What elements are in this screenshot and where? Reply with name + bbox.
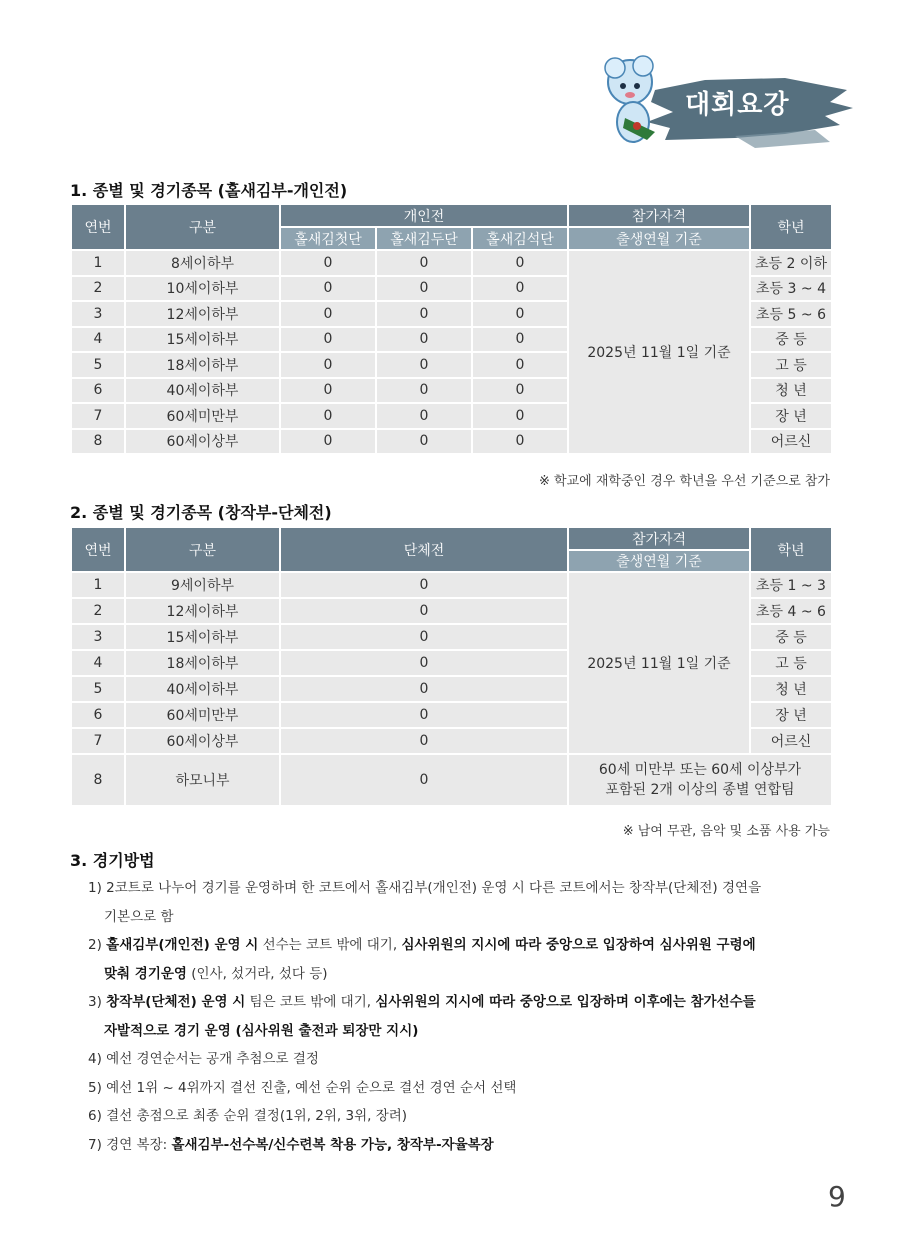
header-grade: 학년: [750, 204, 832, 250]
row-cell: 0: [280, 676, 568, 702]
row-cell: 0: [280, 378, 376, 404]
item-number: 2): [88, 937, 102, 953]
table-row: [71, 250, 832, 276]
row-grade: 초등 1 ~ 3: [750, 572, 832, 598]
header-no: 연번: [71, 204, 125, 250]
item-text: (인사, 섰거라, 섰다 등): [186, 965, 328, 982]
item-bold-text: 자발적으로 경기 운영 (심사위원 출전과 퇴장만 지시): [104, 1022, 419, 1039]
row-cell: 0: [280, 327, 376, 353]
harmony-description: [568, 754, 832, 806]
row-grade: 장 년: [750, 403, 832, 429]
row-cell: 0: [280, 352, 376, 378]
item-bold-text: 홀새김부(개인전) 운영 시: [106, 937, 259, 953]
row-grade: 초등 3 ~ 4: [750, 276, 832, 302]
header-birth-basis: 출생연월 기준: [568, 550, 750, 572]
row-no: 5: [71, 676, 125, 702]
row-cell: 0: [376, 276, 472, 302]
row-cell: 0: [280, 403, 376, 429]
row-grade: 고 등: [750, 352, 832, 378]
row-grade: 청 년: [750, 676, 832, 702]
row-cell: 0: [376, 378, 472, 404]
row-category: 12세이하부: [125, 598, 280, 624]
item-bold-text: 창작부(단체전) 운영 시: [106, 994, 246, 1010]
item-bold-text: 홀새김부-선수복/신수련복 착용 가능, 창작부-자율복장: [171, 1136, 494, 1153]
subheader-first: 홀새김첫단: [280, 227, 376, 250]
row-grade: 초등 2 이하: [750, 250, 832, 276]
page-number: 9: [828, 1180, 846, 1213]
item-text: 기본으로 함: [104, 908, 174, 925]
row-no: 7: [71, 728, 125, 754]
row-grade: 중 등: [750, 624, 832, 650]
list-item: [88, 874, 838, 931]
section1-table: [70, 203, 833, 455]
row-cell: 0: [472, 429, 568, 455]
section1-title: 1. 종별 및 경기종목 (홀새김부-개인전): [70, 181, 348, 200]
section2-title: 2. 종별 및 경기종목 (창작부-단체전): [70, 503, 332, 522]
header-individual: 개인전: [280, 204, 568, 227]
item-text: 결선 총점으로 최종 순위 결정(1위, 2위, 3위, 장려): [106, 1108, 408, 1124]
list-item: [88, 1045, 838, 1074]
row-category: 60세이상부: [125, 429, 280, 455]
row-cell: 0: [280, 650, 568, 676]
row-grade: 고 등: [750, 650, 832, 676]
item-number: 6): [88, 1108, 102, 1124]
row-category: 40세이하부: [125, 378, 280, 404]
section2-table: [70, 526, 833, 807]
row-cell: 0: [280, 754, 568, 806]
section2-note: ※ 남여 무관, 음악 및 소품 사용 가능: [622, 824, 830, 839]
row-cell: 0: [376, 352, 472, 378]
harmony-description-line2: 포함된 2개 이상의 종별 연합팀: [605, 782, 795, 798]
row-grade: 청 년: [750, 378, 832, 404]
row-cell: 0: [280, 598, 568, 624]
row-no: 3: [71, 624, 125, 650]
row-no: 3: [71, 301, 125, 327]
section3-title: 3. 경기방법: [70, 851, 155, 870]
row-grade: 중 등: [750, 327, 832, 353]
table-row: [71, 754, 832, 806]
row-no: 4: [71, 650, 125, 676]
row-grade: 초등 4 ~ 6: [750, 598, 832, 624]
item-text: 팀은 코트 밖에 대기,: [245, 994, 376, 1010]
header-no: 연번: [71, 527, 125, 572]
row-no: 8: [71, 429, 125, 455]
section1-note: ※ 학교에 재학중인 경우 학년을 우선 기준으로 참가: [539, 474, 830, 489]
row-cell: 0: [280, 429, 376, 455]
header-qualification: 참가자격: [568, 527, 750, 550]
row-no: 8: [71, 754, 125, 806]
row-grade: 어르신: [750, 728, 832, 754]
row-category: 15세이하부: [125, 327, 280, 353]
item-text: 경연 복장:: [106, 1136, 172, 1153]
item-number: 4): [88, 1051, 102, 1067]
subheader-third: 홀새김석단: [472, 227, 568, 250]
row-cell: 0: [472, 276, 568, 302]
row-cell: 0: [376, 327, 472, 353]
row-cell: 0: [376, 301, 472, 327]
table-row: [71, 572, 832, 598]
row-category: 8세이하부: [125, 250, 280, 276]
item-text: 선수는 코트 밖에 대기,: [258, 937, 402, 953]
row-category: 12세이하부: [125, 301, 280, 327]
banner-title: 대회요강: [685, 90, 790, 120]
item-bold-text: 심사위원의 지시에 따라 중앙으로 입장하여 심사위원 구령에: [401, 937, 756, 953]
row-cell: 0: [280, 702, 568, 728]
row-category: 하모니부: [125, 754, 280, 806]
item-text: 2코트로 나누어 경기를 운영하며 한 코트에서 홀새김부(개인전) 운영 시 다른 코트에서는 창작부(단체전) 경연을: [106, 880, 762, 896]
item-number: 5): [88, 1079, 102, 1096]
header-category: 구분: [125, 204, 280, 250]
row-no: 5: [71, 352, 125, 378]
row-category: 60세이상부: [125, 728, 280, 754]
item-number: 1): [88, 880, 102, 896]
item-text: 예선 경연순서는 공개 추첨으로 결정: [106, 1051, 319, 1067]
row-category: 18세이하부: [125, 352, 280, 378]
row-cell: 0: [472, 250, 568, 276]
header-qualification: 참가자격: [568, 204, 750, 227]
list-item: [88, 988, 838, 1045]
row-category: 60세미만부: [125, 403, 280, 429]
item-bold-text: 맞춰 경기운영: [104, 965, 187, 982]
row-category: 40세이하부: [125, 676, 280, 702]
row-no: 7: [71, 403, 125, 429]
row-cell: 0: [280, 572, 568, 598]
qualification-value: 2025년 11월 1일 기준: [568, 250, 750, 454]
row-grade: 장 년: [750, 702, 832, 728]
list-item: [88, 931, 838, 988]
subheader-second: 홀새김두단: [376, 227, 472, 250]
row-cell: 0: [376, 403, 472, 429]
row-no: 1: [71, 572, 125, 598]
item-text: 예선 1위 ~ 4위까지 결선 진출, 예선 순위 순으로 결선 경연 순서 선택: [106, 1079, 517, 1096]
row-cell: 0: [472, 327, 568, 353]
mascot-icon: [605, 56, 655, 142]
list-item: [88, 1074, 838, 1103]
row-no: 4: [71, 327, 125, 353]
row-cell: 0: [472, 301, 568, 327]
row-cell: 0: [376, 250, 472, 276]
row-grade: 어르신: [750, 429, 832, 455]
item-number: 7): [88, 1136, 102, 1153]
row-cell: 0: [280, 301, 376, 327]
header-category: 구분: [125, 527, 280, 572]
row-no: 2: [71, 598, 125, 624]
row-category: 9세이하부: [125, 572, 280, 598]
row-category: 60세미만부: [125, 702, 280, 728]
row-no: 1: [71, 250, 125, 276]
row-cell: 0: [280, 624, 568, 650]
harmony-description-line1: 60세 미만부 또는 60세 이상부가: [598, 762, 802, 778]
row-cell: 0: [280, 276, 376, 302]
row-no: 6: [71, 702, 125, 728]
row-grade: 초등 5 ~ 6: [750, 301, 832, 327]
row-cell: 0: [280, 250, 376, 276]
list-item: [88, 1102, 838, 1131]
row-cell: 0: [472, 403, 568, 429]
row-category: 15세이하부: [125, 624, 280, 650]
header-team: 단체전: [280, 527, 568, 572]
row-category: 10세이하부: [125, 276, 280, 302]
item-bold-text: 심사위원의 지시에 따라 중앙으로 입장하며 이후에는 참가선수들: [375, 994, 756, 1010]
row-cell: 0: [376, 429, 472, 455]
row-cell: 0: [472, 378, 568, 404]
list-item: [88, 1131, 838, 1160]
row-cell: 0: [280, 728, 568, 754]
row-no: 6: [71, 378, 125, 404]
row-no: 2: [71, 276, 125, 302]
method-list: [88, 874, 838, 1159]
header-grade: 학년: [750, 527, 832, 572]
row-category: 18세이하부: [125, 650, 280, 676]
qualification-value: 2025년 11월 1일 기준: [568, 572, 750, 754]
header-birth-basis: 출생연월 기준: [568, 227, 750, 250]
item-number: 3): [88, 994, 102, 1010]
row-cell: 0: [472, 352, 568, 378]
